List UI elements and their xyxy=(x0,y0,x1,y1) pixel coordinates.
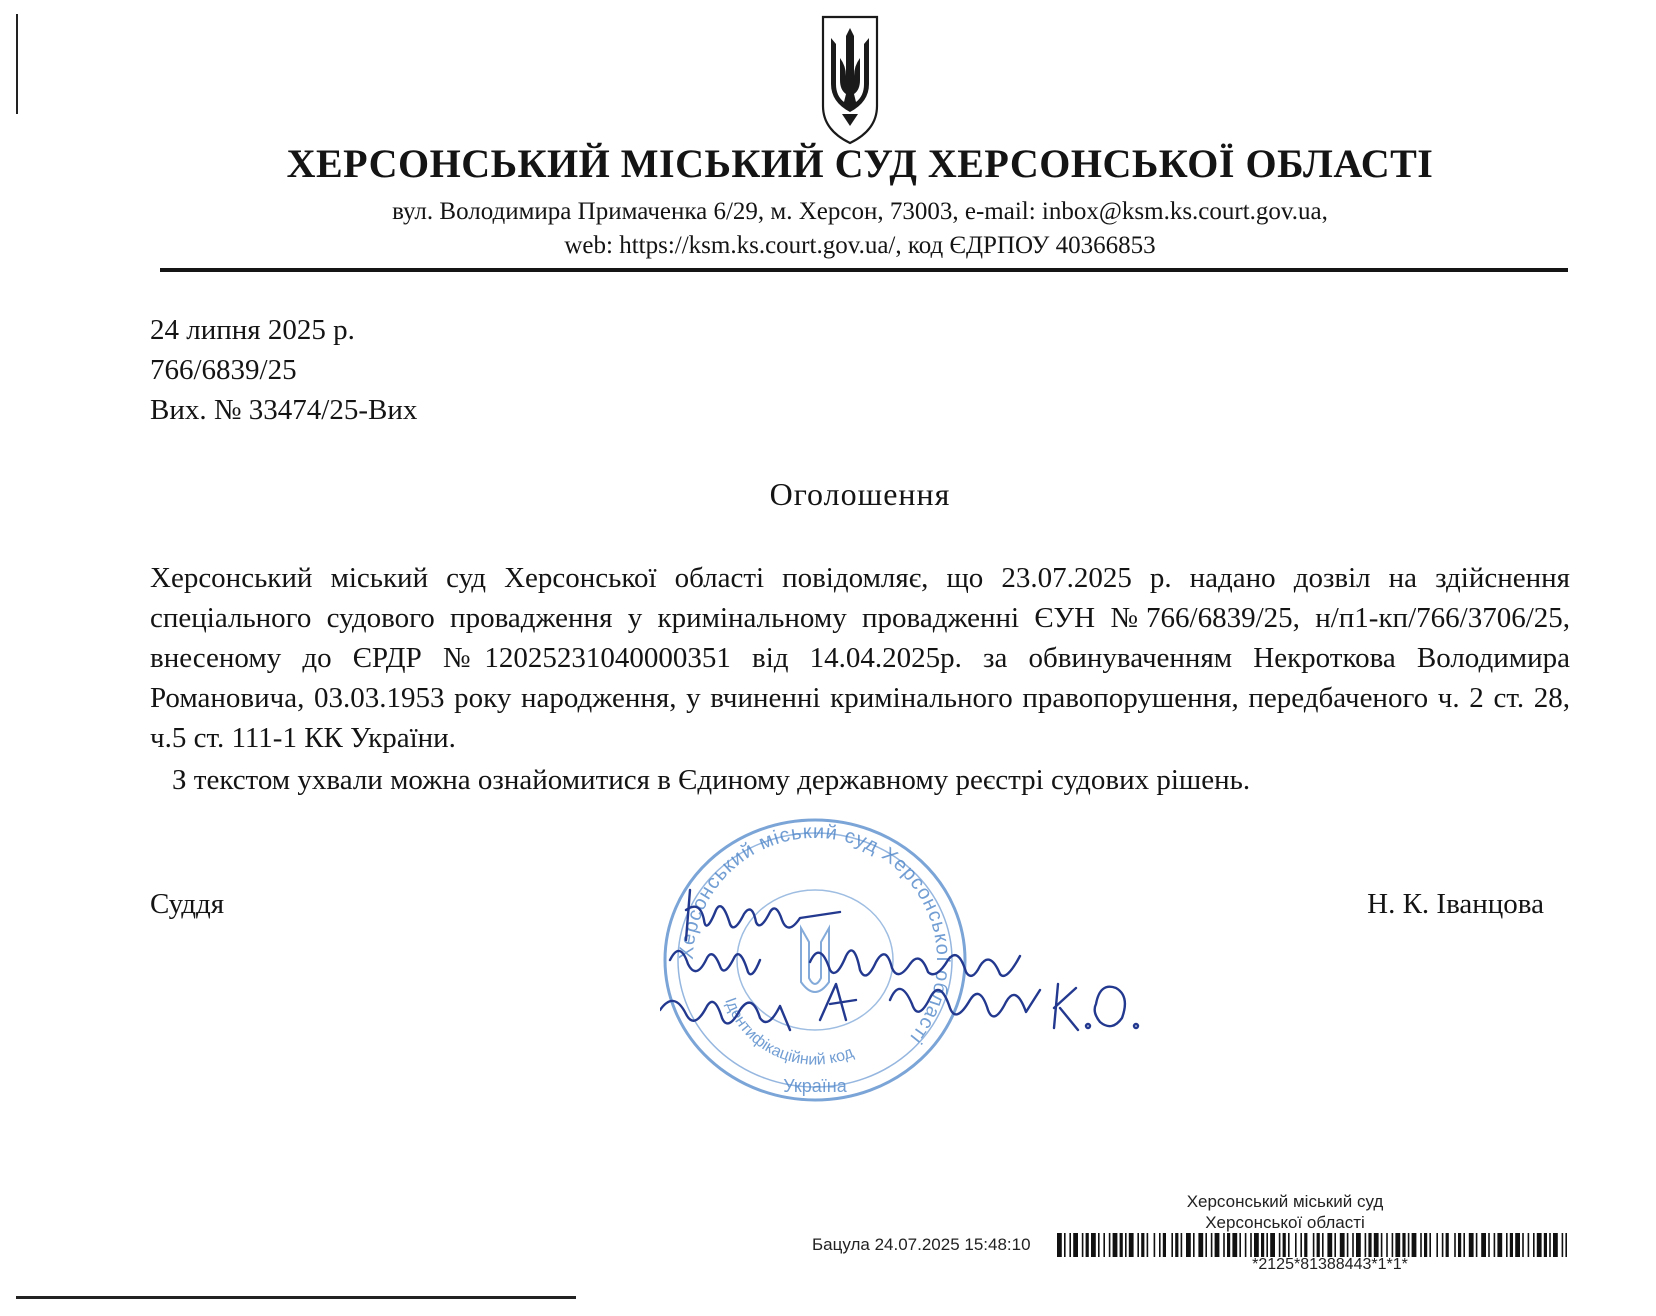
barcode-bar xyxy=(1402,1233,1405,1257)
barcode-bar xyxy=(1392,1233,1394,1257)
barcode-bar xyxy=(1365,1233,1367,1257)
case-number: 766/6839/25 xyxy=(150,354,297,386)
barcode-bar xyxy=(1295,1233,1297,1257)
barcode-bar xyxy=(1553,1233,1558,1257)
barcode-number: *2125*81388443*1*1* xyxy=(1252,1256,1408,1273)
barcode-bar xyxy=(1215,1233,1220,1257)
barcode-bar xyxy=(1537,1233,1542,1257)
barcode-bar xyxy=(1340,1233,1345,1257)
barcode-bar xyxy=(1171,1233,1173,1257)
barcode-bar xyxy=(1381,1233,1383,1257)
barcode-bar xyxy=(1186,1233,1191,1257)
barcode-bar xyxy=(1245,1233,1247,1257)
barcode-bar xyxy=(1086,1233,1089,1257)
registration-stamp: Бацула 24.07.2025 15:48:10 xyxy=(812,1235,1031,1254)
barcode-bar xyxy=(1374,1233,1379,1257)
registration-court-line-1: Херсонський міський суд xyxy=(1186,1192,1384,1211)
barcode-bar xyxy=(1327,1233,1332,1257)
barcode-bar xyxy=(1082,1233,1084,1257)
scan-edge-bottom xyxy=(16,1296,576,1299)
barcode-bar xyxy=(1317,1233,1320,1257)
barcode-bar xyxy=(1408,1233,1410,1257)
barcode-bar xyxy=(1288,1233,1290,1257)
barcode-bar xyxy=(1304,1233,1307,1257)
barcode-bar xyxy=(1232,1233,1237,1257)
barcode-bar xyxy=(1544,1233,1547,1257)
barcode-bar xyxy=(1347,1233,1349,1257)
barcode-bar xyxy=(1334,1233,1336,1257)
barcode-bar xyxy=(1476,1233,1478,1257)
court-address-line-1: вул. Володимира Примаченка 6/29, м. Херсон, 73003, e-mail: inbox@ksm.ks.court.gov.ua, xyxy=(392,198,1328,225)
barcode-bar xyxy=(1442,1233,1444,1257)
barcode-bar xyxy=(1528,1233,1530,1257)
barcode-bar xyxy=(1506,1233,1508,1257)
barcode-bar xyxy=(1412,1233,1417,1257)
seal-inner-text: Ідентифікаційний код xyxy=(721,995,856,1069)
barcode-bar xyxy=(1163,1233,1166,1257)
court-title: ХЕРСОНСЬКИЙ МІСЬКИЙ СУД ХЕРСОНСЬКОЇ ОБЛАСТІ xyxy=(286,141,1434,186)
barcode-bar xyxy=(1137,1233,1139,1257)
barcode-bar xyxy=(1429,1233,1431,1257)
barcode-bar xyxy=(1205,1233,1207,1257)
barcode-bar xyxy=(1436,1233,1438,1257)
document-date: 24 липня 2025 р. xyxy=(150,314,355,346)
barcode-bar xyxy=(1420,1233,1422,1257)
registration-court-line-2: Херсонської області xyxy=(1205,1213,1365,1232)
barcode-bar xyxy=(1283,1233,1286,1257)
barcode-bar xyxy=(1458,1233,1461,1257)
barcode-bar xyxy=(1565,1233,1567,1257)
barcode-bar xyxy=(1159,1233,1161,1257)
barcode-bar xyxy=(1098,1233,1100,1257)
scan-edge-left xyxy=(16,14,18,114)
barcode-bar xyxy=(1125,1233,1127,1257)
barcode-bar xyxy=(1211,1233,1213,1257)
barcode-bar xyxy=(1239,1233,1241,1257)
barcode-bar xyxy=(1494,1233,1496,1257)
barcode-bar xyxy=(1057,1233,1062,1257)
signer-role: Суддя xyxy=(150,888,225,920)
barcode-bar xyxy=(1270,1233,1275,1257)
announcement-body: Херсонський міський суд Херсонської області повідомляє, що 23.07.2025 р. надано дозвіл на здійснення спеціального судового провадження у кримінальному провадженні ЄУН №766/6839/25, н/п1-кп/766/3706/25, внесеному до ЄРДР №12025231040000351 від 14.04.2025р. за обвинуваченням Некроткова Володимира Романовича, 03.03.1953 року народження, у вчиненні кримінального правопорушення, передбаченого ч. 2 ст. 28, ч.5 ст. 111-1 КК України. xyxy=(150,562,1570,754)
barcode-bar xyxy=(1497,1233,1502,1257)
barcode-bar xyxy=(1446,1233,1449,1257)
barcode-bar xyxy=(1313,1233,1315,1257)
barcode-bar xyxy=(1322,1233,1324,1257)
trident-coat-of-arms-icon xyxy=(820,14,880,146)
header-divider xyxy=(160,268,1568,272)
barcode-bar xyxy=(1109,1233,1111,1257)
barcode-bar xyxy=(1193,1233,1195,1257)
registry-note: З текстом ухвали можна ознайомитися в Єдиному державному реєстрі судових рішень. xyxy=(172,764,1251,796)
barcode-bar xyxy=(1549,1233,1551,1257)
barcode-bar xyxy=(1154,1233,1156,1257)
barcode-bar xyxy=(1064,1233,1066,1257)
barcode-bar xyxy=(1147,1233,1149,1257)
barcode-bar xyxy=(1198,1233,1203,1257)
barcode-bar xyxy=(1515,1233,1520,1257)
barcode-bar xyxy=(1356,1233,1361,1257)
barcode-bar xyxy=(1386,1233,1388,1257)
barcode-bar xyxy=(1522,1233,1524,1257)
barcode-bar xyxy=(1562,1233,1564,1257)
barcode-bar xyxy=(1510,1233,1513,1257)
barcode-bar xyxy=(1175,1233,1178,1257)
outgoing-number: Вих. № 33474/25-Вих xyxy=(150,394,418,426)
seal-outer-text: Херсонський міський суд Херсонської області xyxy=(675,820,955,1049)
announcement-heading: Оголошення xyxy=(769,476,951,512)
barcode-bar xyxy=(1181,1233,1183,1257)
signer-name: Н. К. Іванцова xyxy=(1367,888,1544,920)
barcode-bar xyxy=(1454,1233,1456,1257)
barcode-bar xyxy=(1424,1233,1427,1257)
barcode-bar xyxy=(1469,1233,1474,1257)
seal-country: Україна xyxy=(783,1076,847,1096)
barcode-bar xyxy=(1300,1233,1302,1257)
barcode-bar xyxy=(1113,1233,1118,1257)
barcode-bar xyxy=(1069,1233,1071,1257)
barcode-bar xyxy=(1120,1233,1123,1257)
court-address-line-2: web: https://ksm.ks.court.gov.ua/, код ЄДРПОУ 40366853 xyxy=(564,232,1156,259)
barcode-bar xyxy=(1261,1233,1264,1257)
barcode-bar xyxy=(1073,1233,1078,1257)
barcode-bar xyxy=(1533,1233,1535,1257)
barcode-bar xyxy=(1141,1233,1144,1257)
barcode-bar xyxy=(1250,1233,1252,1257)
barcode-bar xyxy=(1129,1233,1134,1257)
barcode-bar xyxy=(1395,1233,1400,1257)
barcode-bar xyxy=(1266,1233,1268,1257)
barcode-bar xyxy=(1279,1233,1281,1257)
barcode-bar xyxy=(1352,1233,1354,1257)
barcode-bar xyxy=(1463,1233,1465,1257)
barcode-bar xyxy=(1227,1233,1230,1257)
barcode-bar xyxy=(1091,1233,1096,1257)
barcode-bar xyxy=(1254,1233,1259,1257)
barcode xyxy=(1057,1233,1567,1257)
barcode-bar xyxy=(1223,1233,1225,1257)
handwritten-certification xyxy=(660,880,1180,1050)
barcode-bar xyxy=(1103,1233,1105,1257)
barcode-bar xyxy=(1481,1233,1486,1257)
barcode-bar xyxy=(1368,1233,1371,1257)
barcode-bar xyxy=(1488,1233,1490,1257)
